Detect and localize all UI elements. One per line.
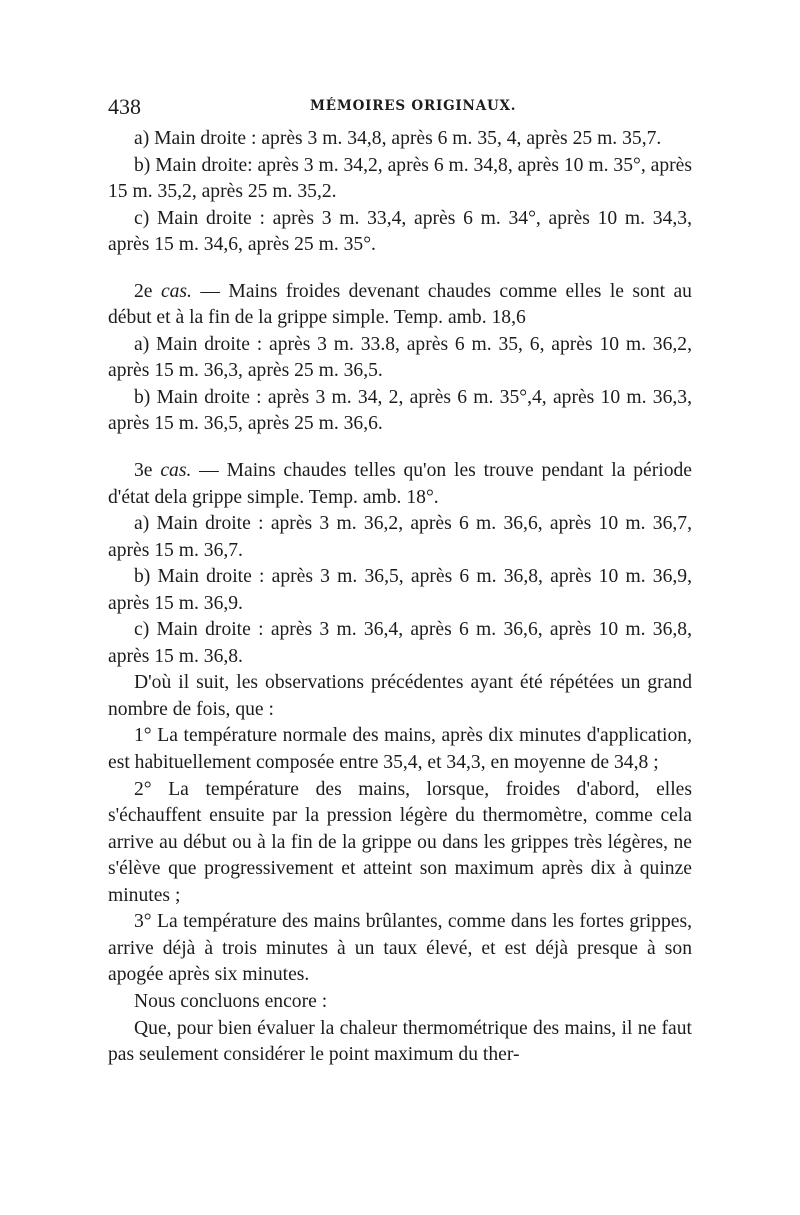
paragraph-case1-b: b) Main droite: après 3 m. 34,2, après 6 m. 34,8, après 10 m. 35°, après 15 m. 35,2, après 25 m. 35,2. (108, 154, 692, 203)
paragraph-conclusion-more: Nous concluons encore : (134, 990, 328, 1012)
case-label: cas. (160, 460, 192, 482)
paragraph-case2-b: b) Main droite : après 3 m. 34, 2, après 6 m. 35°,4, après 10 m. 36,3, après 15 m. 36,5, après 25 m. 36,6. (108, 386, 692, 435)
paragraph-point-1: 1° La température normale des mains, après dix minutes d'application, est habituellement composée entre 35,4, et 34,3, en moyenne de 34,8 ; (108, 725, 692, 774)
running-head (108, 88, 692, 120)
paragraph-case2-a: a) Main droite : après 3 m. 33.8, après 6 m. 35, 6, après 10 m. 36,2, après 15 m. 36,3, après 25 m. 36,5. (108, 333, 692, 382)
paragraph-point-2: 2° La température des mains, lorsque, froides d'abord, elles s'échauffent ensuite par la pression légère du thermomètre, comme cela arrive au début ou à la fin de la grippe ou dans les grippes très légères, ne s'élève que progressivement et atteint son maximum après dix à quinze minutes ; (108, 778, 692, 906)
paragraph-case2-intro: 2e cas. — Mains froides devenant chaudes comme elles le sont au début et à la fin de la grippe simple. Temp. amb. 18,6 (108, 280, 692, 329)
body-text (108, 126, 692, 1069)
paragraph-case1-a: a) Main droite : après 3 m. 34,8, après 6 m. 35, 4, après 25 m. 35,7. (134, 128, 662, 149)
paragraph-case3-intro: 3e cas. — Mains chaudes telles qu'on les trouve pendant la période d'état dela grippe simple. Temp. amb. 18°. (108, 460, 692, 508)
paragraph-point-3: 3° La température des mains brûlantes, comme dans les fortes grippes, arrive déjà à trois minutes à un taux élevé, et est déjà presque à son apogée après six minutes. (108, 911, 692, 986)
paragraph-case3-a: a) Main droite : après 3 m. 36,2, après 6 m. 36,6, après 10 m. 36,7, après 15 m. 36,7. (108, 513, 692, 561)
book-page (108, 88, 692, 1168)
paragraph-final: Que, pour bien évaluer la chaleur thermométrique des mains, il ne faut pas seulement considérer le point maximum du ther- (108, 1017, 692, 1066)
page-number: 438 (108, 94, 141, 119)
paragraph-case3-b: b) Main droite : après 3 m. 36,5, après 6 m. 36,8, après 10 m. 36,9, après 15 m. 36,9. (108, 566, 692, 614)
paragraph-case1-c: c) Main droite : après 3 m. 33,4, après 6 m. 34°, après 10 m. 34,3, après 15 m. 34,6, après 25 m. 35°. (108, 207, 692, 256)
case-number: 3e (134, 460, 153, 482)
running-title: MÉMOIRES ORIGINAUX. (310, 98, 517, 114)
paragraph-case3-c: c) Main droite : après 3 m. 36,4, après 6 m. 36,6, après 10 m. 36,8, après 15 m. 36,8. (108, 619, 692, 667)
case-number: 2e (134, 280, 153, 302)
paragraph-conclusion-intro: D'où il suit, les observations précédentes ayant été répétées un grand nombre de fois, que : (108, 672, 692, 720)
case-label: cas. (160, 280, 192, 302)
